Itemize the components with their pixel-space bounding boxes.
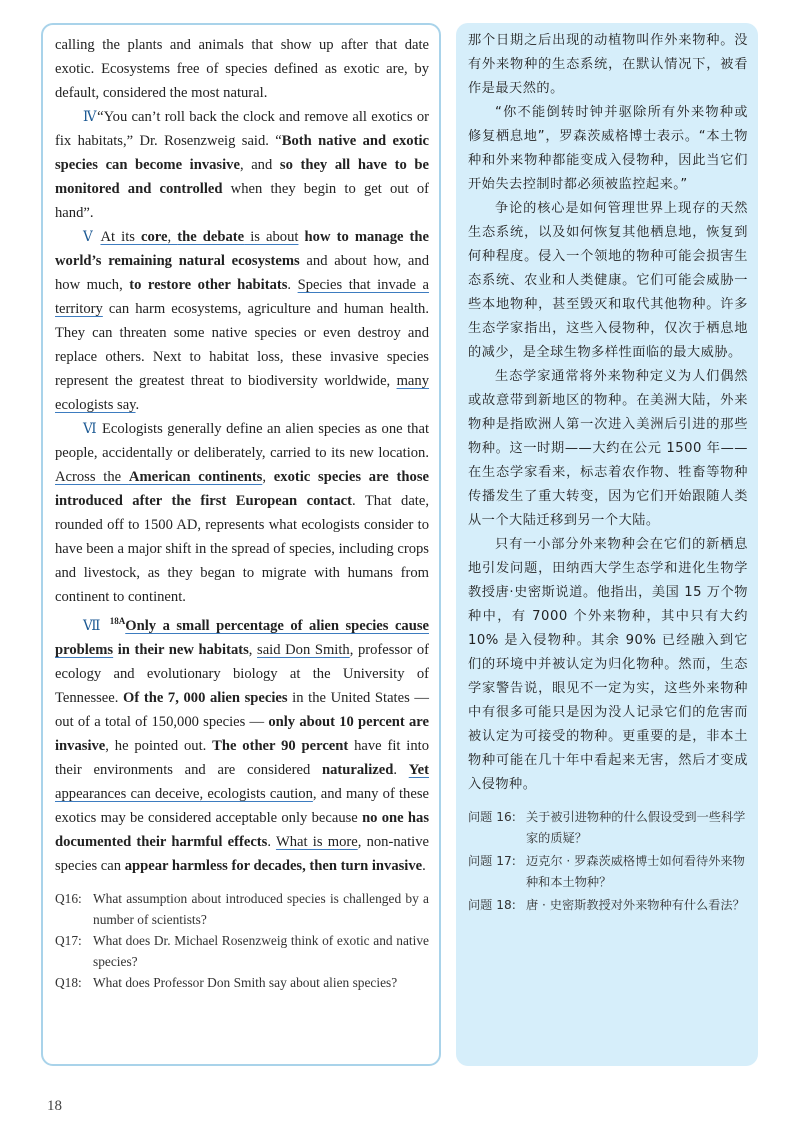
question-label: 问题 18:: [468, 898, 516, 912]
paragraph-7: Ⅶ $^{18A}$Only a small percentage of alien species cause problems in their new habitats, said Don Smith, professor of ecology and evolutionary biology at the University of Tennessee. Of the 7, 000 alien species in the United States — out of a total of 150,000 species — only about 10 percent are invasive, he pointed out. The other 90 percent have fit into their environments and are considered naturalized. Yet appearances can deceive, ecologists caution, and many of these exotics may be considered acceptable only because no one has documented their harmful effects. What is more, non-native species can appear harmless for decades, then turn invasive.: [55, 616, 430, 874]
paragraph-4: Ⅳ“You can’t roll back the clock and remove all exotics or fix habitats,” Dr. Rosenzweig said. “Both native and exotic species can become invasive, and so they all have to be monitored and controlled when they begin to get out of hand”.: [55, 109, 429, 221]
question-item: [55, 972, 429, 993]
translation-paragraph: “你不能倒转时钟并驱除所有外来物种或修复栖息地”，罗森茨威格博士表示。“本土物种和外来物种都能变成入侵物种，因此当它们开始失去控制时都必须被监控起来。”: [468, 105, 748, 192]
question-label: Q18:: [55, 974, 82, 990]
translation-question-item: [468, 807, 748, 849]
question-item: [55, 930, 429, 972]
question-label: Q17:: [55, 932, 82, 948]
translation-question-item: [468, 851, 748, 893]
question-label: Q16:: [55, 890, 82, 906]
question-text: What does Professor Don Smith say about alien species?: [93, 974, 398, 990]
question-text: 迈克尔 · 罗森茨威格博士如何看待外来物种和本土物种？: [526, 854, 745, 889]
translation-paragraph: 争论的核心是如何管理世界上现存的天然生态系统，以及如何恢复其他栖息地，恢复到何种程度。侵入一个领地的物种可能会损害生态系统、农业和人类健康。它们可能会威胁一些本地物种，甚至毁灭和取代其他物种。许多生态学家指出，这些入侵物种，仅次于栖息地的减少，是全球生物多样性面临的最大威胁。: [468, 201, 748, 360]
question-text: What assumption about introduced species is challenged by a number of scientists?: [93, 890, 429, 927]
question-tag: 18A: [109, 616, 126, 626]
translation-paragraph: 生态学家通常将外来物种定义为人们偶然或故意带到新地区的物种。在美洲大陆，外来物种是指欧洲人第一次进入美洲后引进的那些物种。这一时期——大约在公元 1500 年——在生态学家看来，标志着农作物、牲畜等物种传播发生了重大转变，因为它们开始跟随人类从一个大陆迁移到另一个大陆。: [468, 369, 748, 528]
question-label: 问题 16:: [468, 810, 516, 824]
question-text: 唐 · 史密斯教授对外来物种有什么看法？: [526, 898, 745, 912]
paragraph-6: Ⅵ Ecologists generally define an alien species as one that people, accidentally or deliberately, carried to its new location. Across the American continents, exotic species are those introduced after the first European contact. That date, rounded off to 1500 AD, represents what ecologists consider to have been a major shift in the spread of species, including crops and livestock, as they began to migrate with humans from continent to continent.: [55, 421, 429, 605]
chinese-translation-panel: [456, 23, 758, 1066]
translation-question-item: [468, 895, 748, 916]
paragraph-3-continuation: calling the plants and animals that show up after that date exotic. Ecosystems free of species defined as exotic are, by default, considered the most natural.: [55, 37, 429, 101]
paragraph-number: Ⅶ: [83, 617, 104, 634]
question-item: [55, 888, 429, 930]
question-text: 关于被引进物种的什么假设受到一些科学家的质疑？: [526, 810, 746, 845]
translation-paragraph: 那个日期之后出现的动植物叫作外来物种。没有外来物种的生态系统，在默认情况下，被看作是最天然的。: [468, 33, 748, 96]
paragraph-number: Ⅴ: [83, 229, 96, 245]
translation-question-list: [468, 807, 748, 916]
paragraph-number: Ⅵ: [83, 421, 98, 437]
translation-paragraph: 只有一小部分外来物种会在它们的新栖息地引发问题，田纳西大学生态学和进化生物学教授唐·史密斯说道。他指出，美国 15 万个物种中，有 7000 个外来物种，其中只有大约 10% 是入侵物种。其余 90% 已经融入到它们的环境中并被认定为归化物种。然而，生态学家警告说，眼见不一定为实，这些外来物种中有很多可能只是因为没人记录它们的危害而被认定为可接受的物种。更重要的是，非本土物种可能在几十年中看起来无害，然后才变成入侵物种。: [468, 537, 748, 792]
paragraph-5: Ⅴ At its core, the debate is about how to manage the world’s remaining natural ecosystems and about how, and how much, to restore other habitats. Species that invade a territory can harm ecosystems, agriculture and human health. They can threaten some native species or even destroy and replace others. Next to habitat loss, these invasive species represent the greatest threat to biodiversity worldwide, many ecologists say.: [55, 229, 430, 413]
question-text: What does Dr. Michael Rosenzweig think of exotic and native species?: [93, 932, 429, 969]
paragraph-number: Ⅳ: [83, 109, 98, 125]
question-label: 问题 17:: [468, 854, 516, 868]
question-list: [55, 888, 429, 993]
english-passage-panel: [41, 23, 441, 1066]
page-number: 18: [47, 1098, 62, 1114]
